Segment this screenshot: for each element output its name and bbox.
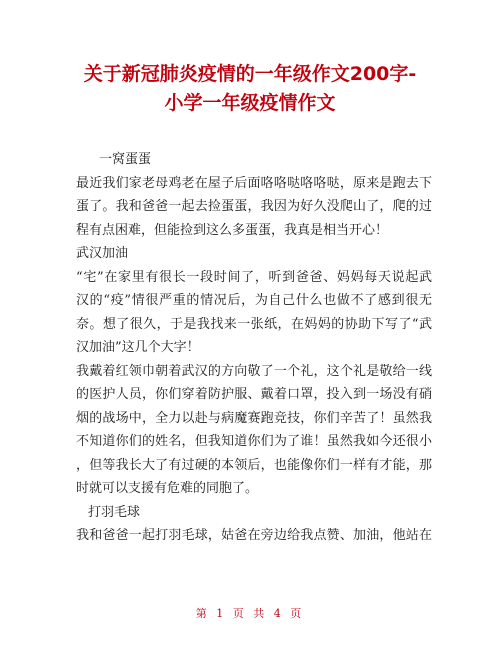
- document-title-line-2: 小学一年级疫情作文: [164, 92, 336, 114]
- paragraph-line: 我戴着红领巾朝着武汉的方向敬了一个礼，这个礼是敬给一线: [76, 363, 432, 379]
- paragraph-line: 最近我们家老母鸡老在屋子后面咯咯哒咯咯哒，原来是跑去下: [76, 175, 432, 191]
- document-body: [76, 148, 432, 548]
- section-heading-egg: 一窝蛋蛋: [99, 152, 152, 167]
- page-footer: 第 1 页 共 4 页: [195, 607, 305, 620]
- paragraph-line: 蛋了。我和爸爸一起去捡蛋蛋，我因为好久没爬山了，爬的过: [76, 199, 432, 214]
- document-title-line-1: 关于新冠肺炎疫情的一年级作文200字-: [83, 63, 417, 85]
- paragraph-line: 汉的“疫”情很严重的情况后，为自己什么也做不了感到很无: [76, 293, 432, 308]
- paragraph-line: 程有点困难，但能捡到这么多蛋蛋，我真是相当开心！: [76, 222, 389, 238]
- paragraph-line: 不知道你们的姓名，但我知道你们为了谁！虽然我如今还很小: [76, 434, 432, 449]
- paragraph-line: 的医护人员，你们穿着防护服、戴着口罩，投入到一场没有硝: [76, 387, 432, 402]
- paragraph-line: 烟的战场中，全力以赴与病魔赛跑竞技，你们辛苦了！虽然我: [76, 410, 432, 426]
- paragraph-line: 时就可以支援有危难的同胞了。: [76, 481, 259, 496]
- section-heading-wuhan: 武汉加油: [76, 246, 129, 261]
- section-heading-badminton: 打羽毛球: [88, 504, 141, 520]
- paragraph-line: ，但等我长大了有过硬的本领后，也能像你们一样有才能，那: [76, 457, 432, 473]
- paragraph-line: 奈。想了很久，于是我找来一张纸，在妈妈的协助下写了“武: [76, 316, 432, 332]
- paragraph-line: 我和爸爸一起打羽毛球，姑爸在旁边给我点赞、加油，他站在: [76, 528, 432, 543]
- paragraph-line: “宅”在家里有很长一段时间了，听到爸爸、妈妈每天说起武: [76, 269, 432, 285]
- paragraph-line: 汉加油”这几个大字！: [76, 340, 200, 355]
